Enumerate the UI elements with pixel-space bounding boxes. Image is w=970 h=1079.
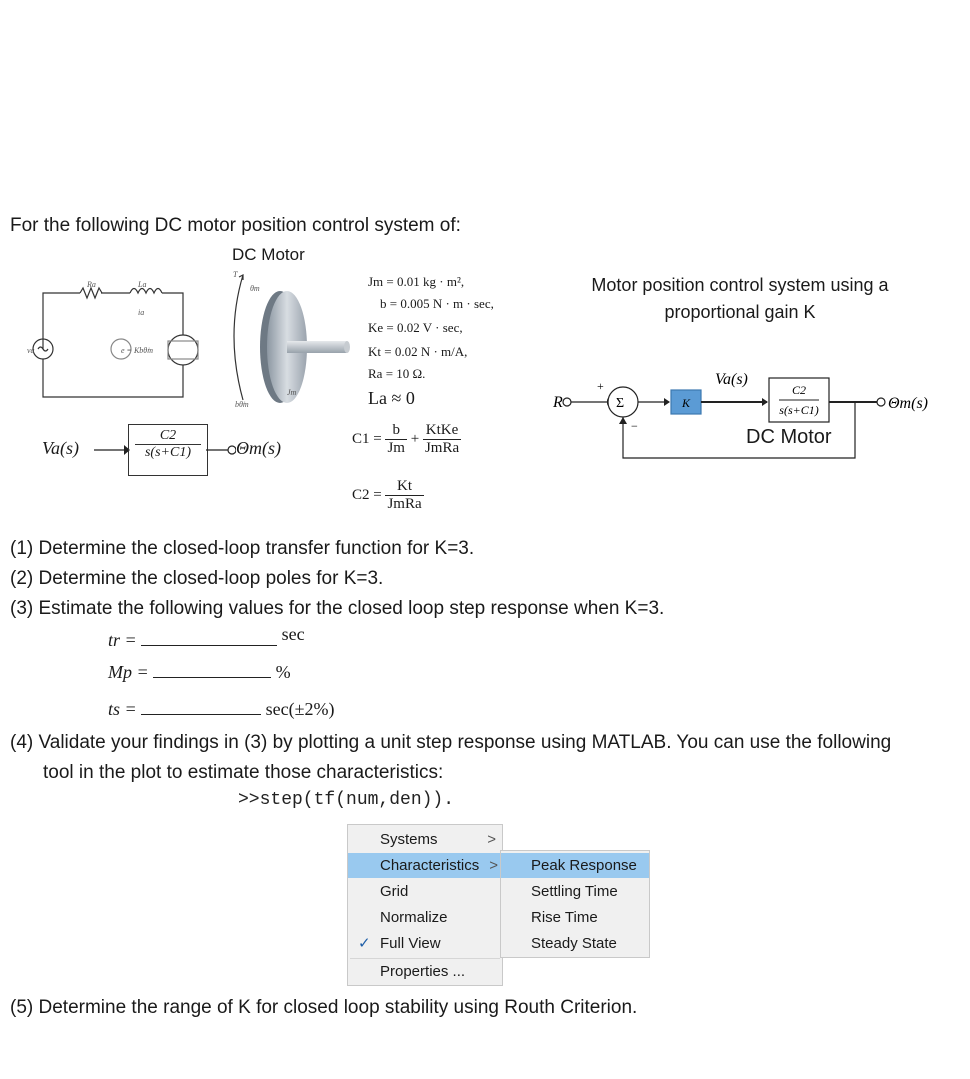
c2-equation: C2 = $\frac{Kt}{\text{JmRa}}$ xyxy=(352,478,422,512)
c1-term2-den: JmRa xyxy=(424,440,460,456)
bd-num: C2 xyxy=(791,383,807,397)
menu-item-systems[interactable]: Systems > xyxy=(348,827,502,852)
settling-time-unit: sec(±2%) xyxy=(265,699,335,719)
settling-time-row xyxy=(108,699,335,720)
c1-term2-num: KtKe xyxy=(423,422,461,440)
rise-time-unit: sec xyxy=(281,624,305,644)
matlab-code: >>step(tf(num,den)). xyxy=(238,790,455,810)
question-4-line2: tool in the plot to estimate those characteristics: xyxy=(43,762,444,783)
bd-output: Θm(s) xyxy=(888,395,928,412)
menu-item-characteristics[interactable]: Characteristics > xyxy=(348,853,502,878)
question-3: (3) Estimate the following values for the closed loop step response when K=3. xyxy=(10,598,665,619)
motor-tf-input: Va(s) xyxy=(42,438,79,458)
bd-plus: + xyxy=(597,379,604,393)
param-ra: Ra = 10 Ω. xyxy=(368,366,426,381)
motor-tf-arrow xyxy=(94,440,130,460)
characteristics-submenu xyxy=(500,850,650,958)
label-ia: ia xyxy=(138,308,145,317)
question-5: (5) Determine the range of K for closed loop stability using Routh Criterion. xyxy=(10,997,638,1018)
motor-tf-output-line xyxy=(206,442,236,458)
c1-term1-num: b xyxy=(385,422,407,440)
chevron-right-icon: > xyxy=(487,831,496,848)
menu-item-grid[interactable]: Grid xyxy=(380,883,409,900)
overshoot-label: Mp = xyxy=(108,662,149,682)
c1-equation: C1 = $\frac{b}{Jm}$ + $\frac{\text{KtKe}}{\text{JmRa}}$ xyxy=(352,422,460,456)
settling-time-blank[interactable] xyxy=(141,714,261,715)
overshoot-row xyxy=(108,662,291,683)
menu-item-properties[interactable]: Properties ... xyxy=(380,963,466,980)
menu-item-normalize[interactable]: Normalize xyxy=(380,909,448,926)
rise-time-label: tr = xyxy=(108,630,137,650)
param-b: b = 0.005 N · m · sec, xyxy=(380,296,494,311)
intro-text: For the following DC motor position control system of: xyxy=(10,215,461,236)
param-kt: Kt = 0.02 N · m/A, xyxy=(368,344,468,359)
label-ra: Ra xyxy=(87,280,96,289)
question-4-line1: (4) Validate your findings in (3) by plotting a unit step response using MATLAB. You can use the following xyxy=(10,732,892,753)
label-va: va xyxy=(27,346,35,355)
submenu-item-settling-time[interactable]: Settling Time xyxy=(531,883,618,900)
rise-time-row xyxy=(108,624,305,651)
question-2: (2) Determine the closed-loop poles for K=3. xyxy=(10,568,384,589)
submenu-item-steady-state[interactable]: Steady State xyxy=(531,935,617,952)
motor-tf-block xyxy=(128,424,208,476)
label-theta: θm xyxy=(250,284,260,293)
label-back-emf: e = Kbθ̇m xyxy=(121,346,153,355)
c2-den: JmRa xyxy=(387,496,422,512)
checkmark-icon: ✓ xyxy=(358,935,371,952)
rise-time-blank[interactable] xyxy=(141,645,277,646)
label-inertia: Jm xyxy=(287,388,297,397)
bd-gain: K xyxy=(682,396,691,410)
overshoot-blank[interactable] xyxy=(153,677,271,678)
param-jm: Jm = 0.01 kg · m², xyxy=(368,274,465,289)
bd-den: s(s+C1) xyxy=(779,403,819,417)
label-damping: bθ̇m xyxy=(235,400,249,409)
submenu-item-rise-time[interactable]: Rise Time xyxy=(531,909,598,926)
param-ke: Ke = 0.02 V · sec, xyxy=(368,320,463,335)
context-menu xyxy=(347,824,503,986)
param-la: La ≈ 0 xyxy=(368,388,415,408)
chevron-right-icon: > xyxy=(489,857,498,874)
settling-time-label: ts = xyxy=(108,699,137,719)
motor-tf-num: C2 xyxy=(159,428,177,443)
bd-minus: − xyxy=(631,419,638,433)
bd-motor-label: DC Motor xyxy=(746,426,832,448)
menu-item-full-view[interactable]: ✓ Full View xyxy=(348,931,502,956)
motor-tf-den: s(s+C1) xyxy=(144,445,191,460)
c2-num: Kt xyxy=(385,478,423,496)
submenu-item-peak-response[interactable]: Peak Response xyxy=(501,853,649,878)
block-diagram xyxy=(545,368,945,468)
label-la: La xyxy=(138,280,147,289)
bd-va: Va(s) xyxy=(715,371,748,388)
motor-tf-output: Θm(s) xyxy=(236,438,281,458)
bd-r-label: R xyxy=(553,394,563,411)
question-1: (1) Determine the closed-loop transfer function for K=3. xyxy=(10,538,475,559)
c1-term1-den: Jm xyxy=(387,440,405,456)
overshoot-unit: % xyxy=(275,662,291,682)
block-diagram-title: Motor position control system using a proportional gain K xyxy=(591,275,889,322)
bd-sum: Σ xyxy=(616,396,625,411)
dc-motor-illustration xyxy=(25,265,360,415)
dc-motor-heading: DC Motor xyxy=(232,245,305,264)
label-torque: T xyxy=(233,270,238,279)
